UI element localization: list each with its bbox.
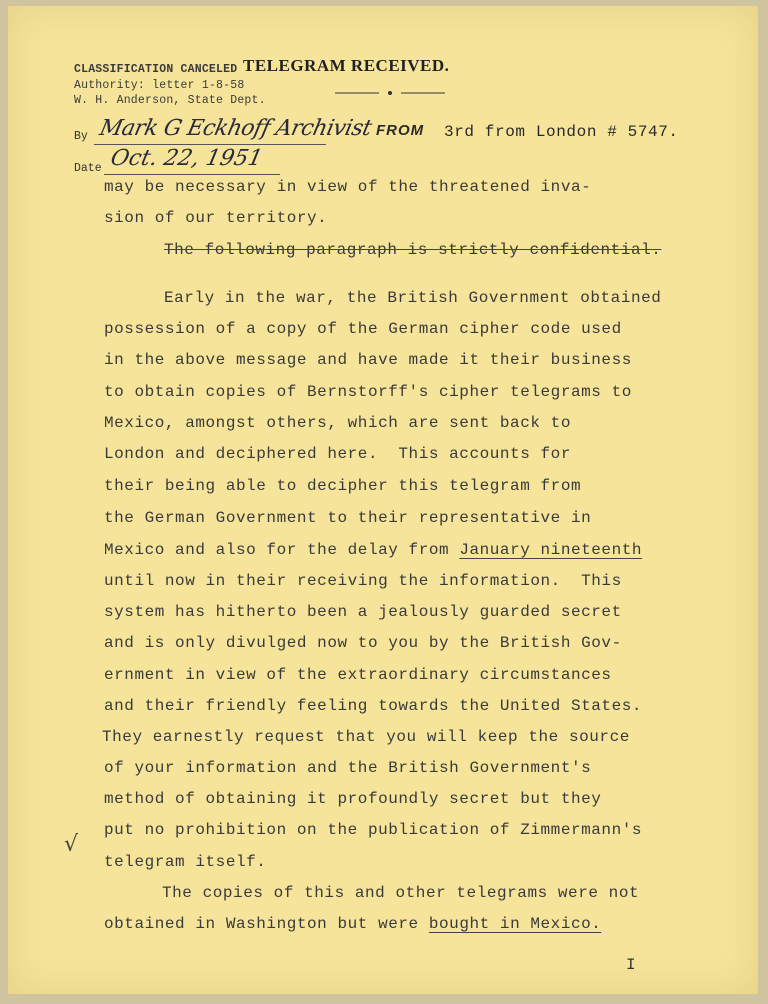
body-line-20: method of obtaining it profoundly secret but they: [104, 790, 602, 808]
from-text: 3rd from London # 5747.: [444, 123, 679, 141]
stamp-authority: Authority: letter 1-8-58: [74, 78, 245, 92]
body-line-2: sion of our territory.: [104, 209, 328, 227]
body-line-10: their being able to decipher this telegram from: [104, 477, 582, 495]
body-line-17: and their friendly feeling towards the United States.: [104, 697, 643, 715]
body-line-16: ernment in view of the extraordinary circumstances: [104, 666, 612, 684]
stamp-anderson: W. H. Anderson, State Dept.: [74, 94, 266, 107]
body-line-5: possession of a copy of the German cipher code used: [104, 320, 622, 338]
handwritten-date: Oct. 22, 1951: [108, 146, 265, 171]
signature-line: [94, 144, 326, 145]
body-line-23: The copies of this and other telegrams were not: [162, 884, 640, 902]
telegram-page: [8, 6, 758, 994]
underlined-place: bought in Mexico.: [428, 915, 602, 933]
body-line-8: Mexico, amongst others, which are sent back to: [104, 414, 571, 432]
body-line-confidential: The following paragraph is strictly confidential.: [164, 241, 662, 259]
title-ornament: [335, 88, 445, 98]
body-line-15: and is only divulged now to you by the British Gov-: [104, 634, 622, 652]
by-label: By: [74, 130, 88, 143]
body-line-9: London and deciphered here. This accounts for: [104, 445, 571, 463]
date-line: [104, 174, 280, 175]
body-line-12-text: Mexico and also for the delay from: [104, 541, 460, 559]
body-line-24: [104, 915, 601, 933]
body-line-22: telegram itself.: [104, 853, 267, 871]
body-line-18: They earnestly request that you will keep the source: [102, 728, 630, 746]
body-line-12: [104, 541, 642, 559]
body-line-21: put no prohibition on the publication of Zimmermann's: [104, 821, 643, 839]
body-line-11: the German Government to their representative in: [104, 509, 592, 527]
page-number: I: [626, 956, 636, 974]
body-line-7: to obtain copies of Bernstorff's cipher telegrams to: [104, 383, 632, 401]
date-label: Date: [74, 162, 102, 175]
body-line-6: in the above message and have made it their business: [104, 351, 632, 369]
stamp-classification-canceled: CLASSIFICATION CANCELED: [74, 63, 238, 76]
body-line-24-text: obtained in Washington but were: [104, 915, 429, 933]
underlined-date: January nineteenth: [459, 541, 643, 559]
body-line-4: Early in the war, the British Government obtained: [164, 289, 662, 307]
body-line-19: of your information and the British Government's: [104, 759, 592, 777]
declassification-stamp: [74, 62, 266, 109]
body-line-1: may be necessary in view of the threatened inva-: [104, 178, 592, 196]
margin-checkmark: √: [64, 832, 79, 857]
body-line-14: system has hitherto been a jealously guarded secret: [104, 603, 622, 621]
from-label: FROM: [376, 122, 425, 139]
telegram-title: TELEGRAM RECEIVED.: [243, 56, 450, 75]
body-line-13: until now in their receiving the information. This: [104, 572, 622, 590]
archivist-signature: Mark G Eckhoff Archivist: [97, 116, 374, 141]
